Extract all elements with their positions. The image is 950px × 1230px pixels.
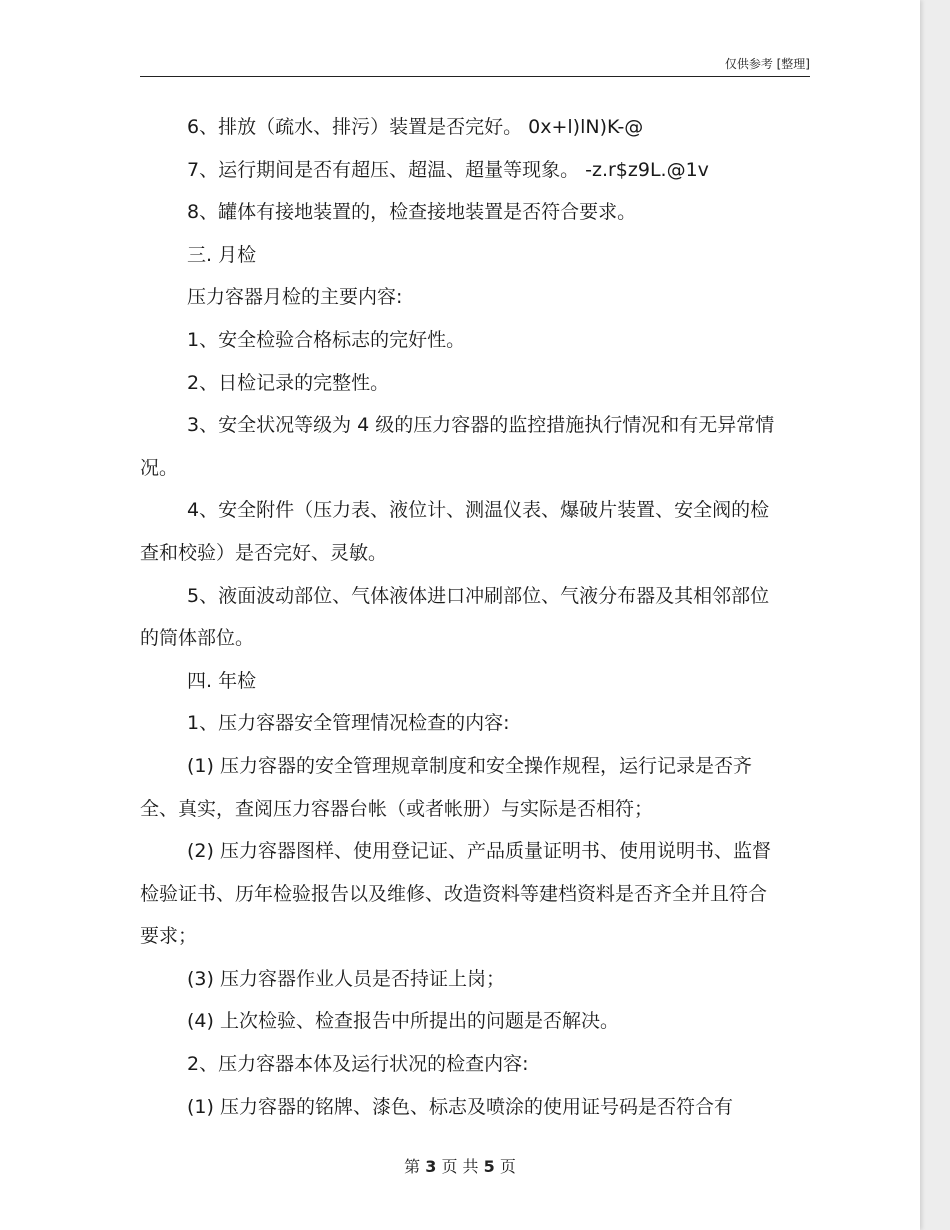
footer-prefix: 第 — [404, 1157, 421, 1176]
paragraph: 2、日检记录的完整性。 — [187, 371, 390, 394]
paragraph: 1、安全检验合格标志的完好性。 — [187, 328, 466, 351]
paragraph: 1、压力容器安全管理情况检查的内容: — [187, 712, 510, 735]
header-note: 仅供参考 [整理] — [724, 57, 810, 71]
footer-suffix: 页 — [499, 1157, 516, 1176]
paragraph: 8、罐体有接地装置的，检查接地装置是否符合要求。 — [187, 201, 637, 224]
paragraph: 4、安全附件（压力表、液位计、测温仪表、爆破片装置、安全阀的检查和校验）是否完好、灵敏。 — [140, 499, 770, 564]
paragraph: (4) 上次检验、检查报告中所提出的问题是否解决。 — [187, 1010, 619, 1033]
section-heading: 四. 年检 — [187, 669, 257, 692]
paragraph: 3、安全状况等级为 4 级的压力容器的监控措施执行情况和有无异常情况。 — [140, 414, 775, 479]
paragraph: 2、压力容器本体及运行状况的检查内容: — [187, 1053, 529, 1076]
paragraph: 6、排放（疏水、排污）装置是否完好。 0x+l)lN)K-@ — [187, 116, 644, 138]
paragraph: (1) 压力容器的安全管理规章制度和安全操作规程，运行记录是否齐全、真实，查阅压力容器台帐（或者帐册）与实际是否相符； — [140, 754, 752, 820]
footer-middle: 页 共 — [441, 1157, 479, 1176]
paragraph: 5、液面波动部位、气体液体进口冲刷部位、气液分布器及其相邻部位的筒体部位。 — [140, 584, 770, 650]
section-heading: 三. 月检 — [187, 243, 257, 266]
paragraph: (1) 压力容器的铭牌、漆色、标志及喷涂的使用证号码是否符合有 — [187, 1095, 733, 1118]
page-footer — [0, 1154, 920, 1177]
paragraph: 压力容器月检的主要内容: — [187, 286, 403, 309]
current-page-number: 3 — [425, 1157, 437, 1176]
total-page-count: 5 — [483, 1157, 495, 1176]
paragraph: 7、运行期间是否有超压、超温、超量等现象。 -z.r$z9L.@1v — [187, 158, 709, 181]
page-header — [140, 52, 810, 77]
paragraph: (2) 压力容器图样、使用登记证、产品质量证明书、使用说明书、监督检验证书、历年检验报告以及维修、改造资料等建档资料是否齐全并且符合要求； — [140, 840, 771, 948]
paragraph: (3) 压力容器作业人员是否持证上岗； — [187, 967, 505, 990]
document-body — [140, 106, 780, 1128]
